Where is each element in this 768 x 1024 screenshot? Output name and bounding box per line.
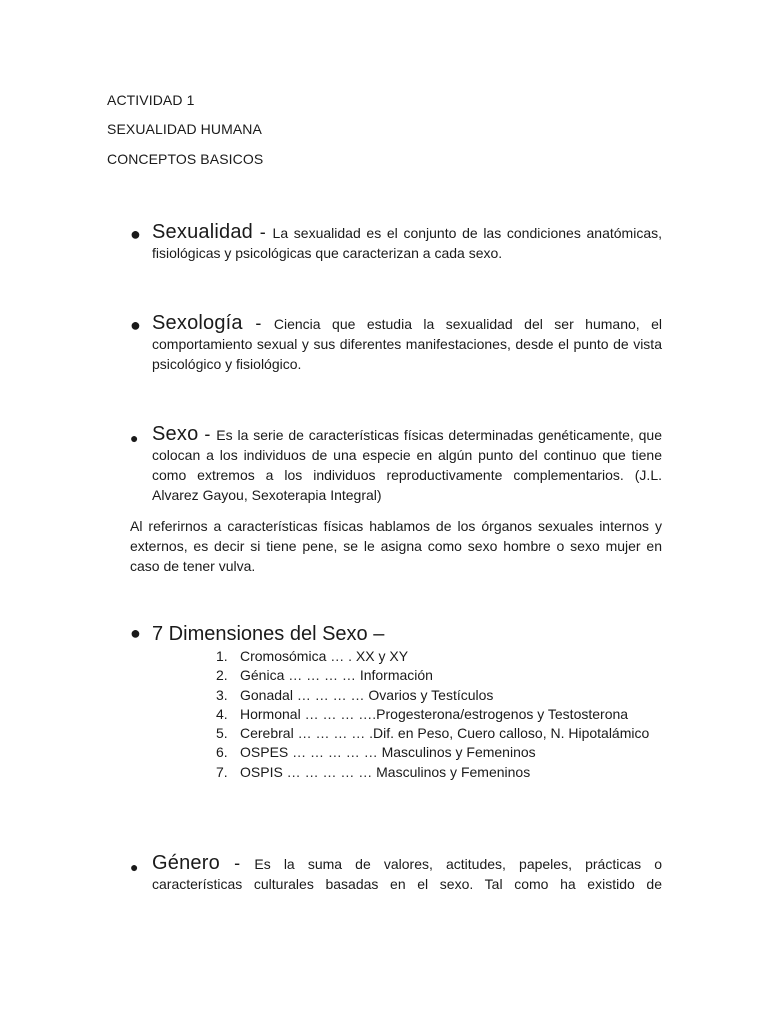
item-value: Masculinos y Femeninos bbox=[381, 744, 536, 761]
item-dots: … … … … . bbox=[293, 725, 374, 742]
term-label: Sexualidad bbox=[152, 221, 253, 243]
term-dash: - bbox=[252, 222, 273, 242]
item-dots: … . bbox=[326, 648, 356, 664]
list-item bbox=[216, 763, 649, 782]
term-dash: - bbox=[198, 424, 217, 444]
item-value: Ovarios y Testículos bbox=[368, 686, 494, 703]
term-dash: - bbox=[219, 853, 255, 873]
item-number: 2. bbox=[216, 667, 228, 684]
item-number: 6. bbox=[216, 744, 228, 761]
item-name: Cerebral bbox=[240, 725, 294, 742]
item-number: 3. bbox=[216, 686, 228, 703]
dimensions-title: 7 Dimensiones del Sexo – bbox=[152, 623, 385, 645]
activity-title: ACTIVIDAD 1 bbox=[107, 92, 195, 108]
definition-text: Es la serie de características físicas determinadas genéticamente, que colocan a los individuos de una especie en algún punto del continuo que tiene como extremos a los individuos reproductivamente complementarios. (J.L. Alvarez Gayou, Sexoterapia Integral) bbox=[152, 427, 663, 503]
list-item bbox=[216, 647, 649, 666]
section-title: CONCEPTOS BASICOS bbox=[107, 151, 264, 167]
bullet-sexo bbox=[130, 424, 662, 505]
term-label: Sexo bbox=[152, 423, 199, 445]
body-paragraph: Al referirnos a características físicas hablamos de los órganos sexuales internos y externos, es decir si tiene pene, se le asigna como sexo hombre o sexo mujer en caso de tener vulva. bbox=[130, 518, 662, 574]
item-name: Cromosómica bbox=[240, 648, 327, 664]
bullet-genero bbox=[130, 853, 662, 894]
bullet-icon: ● bbox=[130, 623, 141, 643]
bullet-content bbox=[152, 222, 662, 263]
item-number: 5. bbox=[216, 725, 228, 742]
term-label: Género bbox=[152, 852, 220, 874]
item-value: Masculinos y Femeninos bbox=[376, 763, 531, 780]
item-name: Gonadal bbox=[240, 686, 293, 703]
list-item bbox=[216, 686, 649, 705]
bullet-icon: ● bbox=[130, 315, 141, 335]
item-dots: … … … … … bbox=[288, 744, 382, 761]
item-name: OSPIS bbox=[240, 763, 283, 780]
item-name: Hormonal bbox=[240, 705, 301, 722]
list-item bbox=[216, 743, 649, 762]
item-value: Progesterona/estrogenos y Testosterona bbox=[376, 705, 629, 722]
list-item bbox=[216, 705, 649, 724]
item-dots: … … … …. bbox=[300, 705, 377, 722]
item-value: XX y XY bbox=[355, 648, 409, 664]
bullet-content bbox=[152, 313, 662, 374]
term-dash: - bbox=[242, 313, 274, 333]
bullet-sexologia bbox=[130, 313, 662, 374]
list-item bbox=[216, 724, 649, 743]
bullet-icon: ● bbox=[130, 224, 141, 244]
bullet-icon: ● bbox=[130, 430, 139, 446]
dimensions-list bbox=[216, 647, 649, 782]
definition-text: Ciencia que estudia la sexualidad del ser humano, el comportamiento sexual y sus diferentes manifestaciones, desde el punto de vista psicológico y fisiológico. bbox=[152, 316, 663, 372]
item-name: OSPES bbox=[240, 744, 289, 761]
term-label: Sexología bbox=[152, 312, 243, 334]
item-name: Génica bbox=[240, 667, 285, 684]
subject-title: SEXUALIDAD HUMANA bbox=[107, 121, 262, 137]
bullet-sexualidad bbox=[130, 222, 662, 263]
item-number: 4. bbox=[216, 705, 228, 722]
item-dots: … … … … … bbox=[282, 763, 377, 780]
item-value: Dif. en Peso, Cuero calloso, N. Hipotalámico bbox=[373, 725, 650, 742]
definition-text: Es la suma de valores, actitudes, papeles, prácticas o características culturales basadas en el sexo. Tal como ha existido de bbox=[152, 856, 663, 892]
bullet-content bbox=[152, 424, 662, 505]
item-number: 1. bbox=[216, 648, 228, 664]
bullet-icon: ● bbox=[130, 859, 139, 875]
item-value: Información bbox=[359, 667, 433, 684]
list-item bbox=[216, 666, 649, 685]
definition-text: La sexualidad es el conjunto de las condiciones anatómicas, fisiológicas y psicológicas que caracterizan a cada sexo. bbox=[152, 225, 662, 261]
item-number: 7. bbox=[216, 763, 228, 780]
bullet-content bbox=[152, 853, 662, 894]
item-dots: … … … … bbox=[284, 667, 360, 684]
item-dots: … … … … bbox=[292, 686, 369, 703]
